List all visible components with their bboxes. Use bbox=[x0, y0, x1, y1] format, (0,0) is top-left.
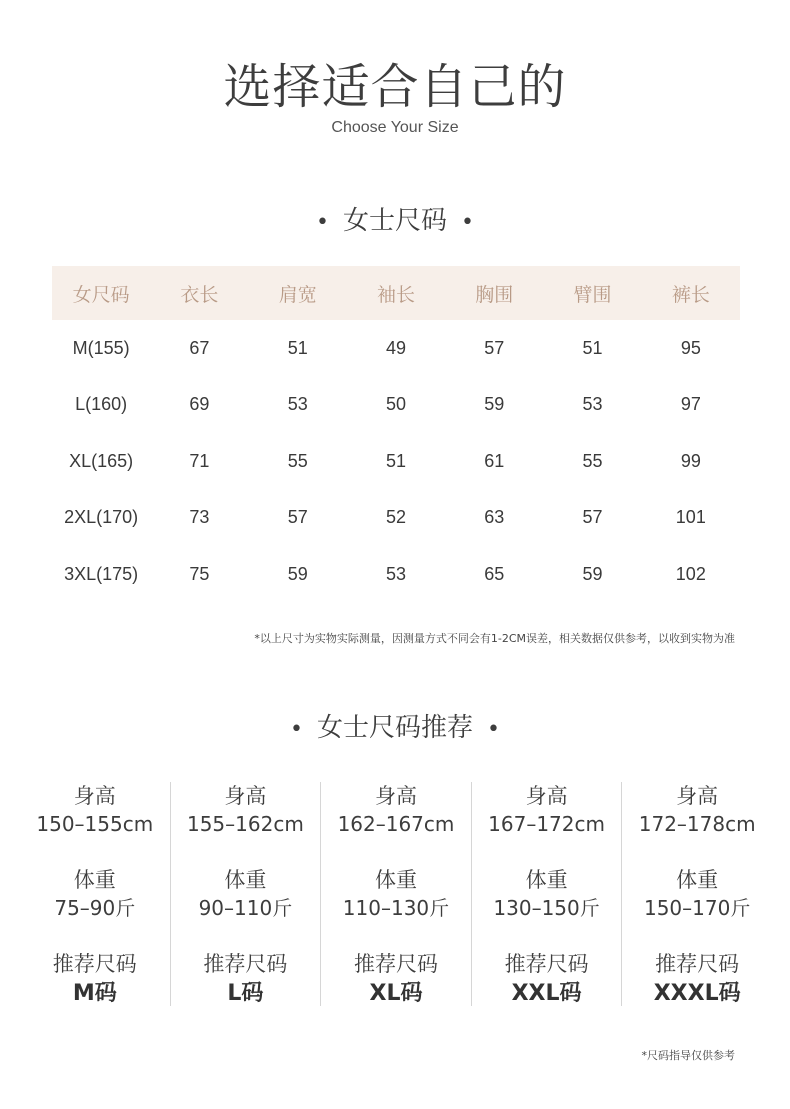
recommended-size-value: XXL码 bbox=[511, 981, 582, 1006]
table-cell: 67 bbox=[189, 337, 210, 358]
weight-value: 90–110斤 bbox=[198, 896, 293, 920]
table-cell: 50 bbox=[385, 394, 406, 415]
table-cell: 53 bbox=[385, 563, 406, 584]
size-recommendation-grid bbox=[20, 782, 772, 1006]
height-value: 172–178cm bbox=[638, 812, 756, 836]
table-cell: 51 bbox=[385, 450, 406, 471]
table-row bbox=[52, 320, 740, 377]
height-label: 身高 bbox=[224, 784, 267, 808]
recommended-size-label: 推荐尺码 bbox=[52, 952, 137, 976]
table-row bbox=[52, 377, 740, 434]
table-cell: XL(165) bbox=[69, 450, 134, 471]
weight-label: 体重 bbox=[374, 868, 417, 892]
recommend-section-title-text: 女士尺码推荐 bbox=[316, 713, 473, 743]
recommend-section-title bbox=[0, 707, 790, 744]
table-cell: 65 bbox=[484, 563, 505, 584]
recommended-size-value: L码 bbox=[227, 981, 264, 1006]
recommendation-column bbox=[321, 782, 472, 1006]
column-header: 胸围 bbox=[475, 283, 514, 306]
weight-label: 体重 bbox=[676, 868, 719, 892]
table-cell: 69 bbox=[189, 394, 210, 415]
weight-value: 150–170斤 bbox=[643, 896, 751, 920]
table-cell: 59 bbox=[484, 394, 505, 415]
recommendation-column bbox=[20, 782, 171, 1006]
page-subtitle: Choose Your Size bbox=[331, 119, 459, 136]
height-label: 身高 bbox=[525, 784, 568, 808]
column-header: 女尺码 bbox=[72, 283, 130, 306]
height-label: 身高 bbox=[676, 784, 719, 808]
table-cell: 57 bbox=[484, 337, 505, 358]
measurement-note: *以上尺寸为实物实际测量，因测量方式不同会有1-2CM误差，相关数据仅供参考，以收到实物为准 bbox=[254, 632, 735, 645]
column-header: 臂围 bbox=[573, 283, 612, 306]
table-row bbox=[52, 546, 740, 603]
table-cell: 101 bbox=[675, 507, 706, 528]
bullet-dot-left: • bbox=[290, 717, 303, 742]
bullet-dot-left: • bbox=[316, 210, 329, 235]
column-header: 衣长 bbox=[180, 283, 219, 306]
recommended-size-value: XXXL码 bbox=[653, 981, 741, 1006]
recommendation-column bbox=[622, 782, 772, 1006]
table-row bbox=[52, 433, 740, 490]
size-section-title bbox=[0, 200, 790, 237]
table-cell: 57 bbox=[582, 507, 603, 528]
column-header: 裤长 bbox=[671, 283, 710, 306]
table-cell: 55 bbox=[287, 450, 308, 471]
recommendation-column bbox=[171, 782, 322, 1006]
table-cell: 102 bbox=[675, 563, 706, 584]
height-value: 162–167cm bbox=[337, 812, 455, 836]
weight-value: 75–90斤 bbox=[54, 896, 136, 920]
table-cell: 55 bbox=[582, 450, 603, 471]
table-row bbox=[52, 490, 740, 547]
table-cell: 49 bbox=[385, 337, 406, 358]
table-cell: 61 bbox=[484, 450, 505, 471]
height-value: 150–155cm bbox=[36, 812, 154, 836]
table-cell: M(155) bbox=[72, 337, 130, 358]
page-title: 选择适合自己的 bbox=[223, 59, 567, 115]
bullet-dot-right: • bbox=[461, 210, 474, 235]
column-header: 肩宽 bbox=[278, 283, 317, 306]
table-cell: 2XL(170) bbox=[64, 507, 139, 528]
size-table bbox=[52, 266, 740, 603]
table-cell: 97 bbox=[680, 394, 701, 415]
weight-label: 体重 bbox=[73, 868, 116, 892]
table-cell: 59 bbox=[582, 563, 603, 584]
height-label: 身高 bbox=[374, 784, 417, 808]
table-cell: 73 bbox=[189, 507, 210, 528]
size-table-header bbox=[52, 266, 740, 320]
table-cell: 75 bbox=[189, 563, 210, 584]
size-section-title-text: 女士尺码 bbox=[342, 206, 447, 236]
table-cell: 59 bbox=[287, 563, 308, 584]
size-guide-note: *尺码指导仅供参考 bbox=[641, 1049, 735, 1062]
recommended-size-value: M码 bbox=[72, 981, 117, 1006]
recommended-size-label: 推荐尺码 bbox=[353, 952, 438, 976]
table-cell: 71 bbox=[189, 450, 210, 471]
table-cell: 51 bbox=[287, 337, 308, 358]
weight-value: 110–130斤 bbox=[342, 896, 450, 920]
table-cell: 95 bbox=[680, 337, 701, 358]
table-cell: 53 bbox=[582, 394, 603, 415]
weight-label: 体重 bbox=[525, 868, 568, 892]
table-cell: 57 bbox=[287, 507, 308, 528]
table-cell: 53 bbox=[287, 394, 308, 415]
table-cell: 3XL(175) bbox=[64, 563, 139, 584]
height-value: 167–172cm bbox=[488, 812, 605, 836]
weight-value: 130–150斤 bbox=[493, 896, 600, 920]
recommended-size-label: 推荐尺码 bbox=[504, 952, 589, 976]
weight-label: 体重 bbox=[224, 868, 267, 892]
table-cell: 51 bbox=[582, 337, 603, 358]
column-header: 袖长 bbox=[376, 283, 415, 306]
table-cell: 52 bbox=[385, 507, 406, 528]
height-label: 身高 bbox=[73, 784, 116, 808]
bullet-dot-right: • bbox=[487, 717, 500, 742]
recommended-size-label: 推荐尺码 bbox=[655, 952, 740, 976]
table-cell: 99 bbox=[680, 450, 701, 471]
table-cell: L(160) bbox=[75, 394, 128, 415]
recommended-size-label: 推荐尺码 bbox=[203, 952, 288, 976]
recommended-size-value: XL码 bbox=[369, 981, 423, 1006]
recommendation-column bbox=[472, 782, 623, 1006]
height-value: 155–162cm bbox=[186, 812, 304, 836]
table-cell: 63 bbox=[484, 507, 505, 528]
